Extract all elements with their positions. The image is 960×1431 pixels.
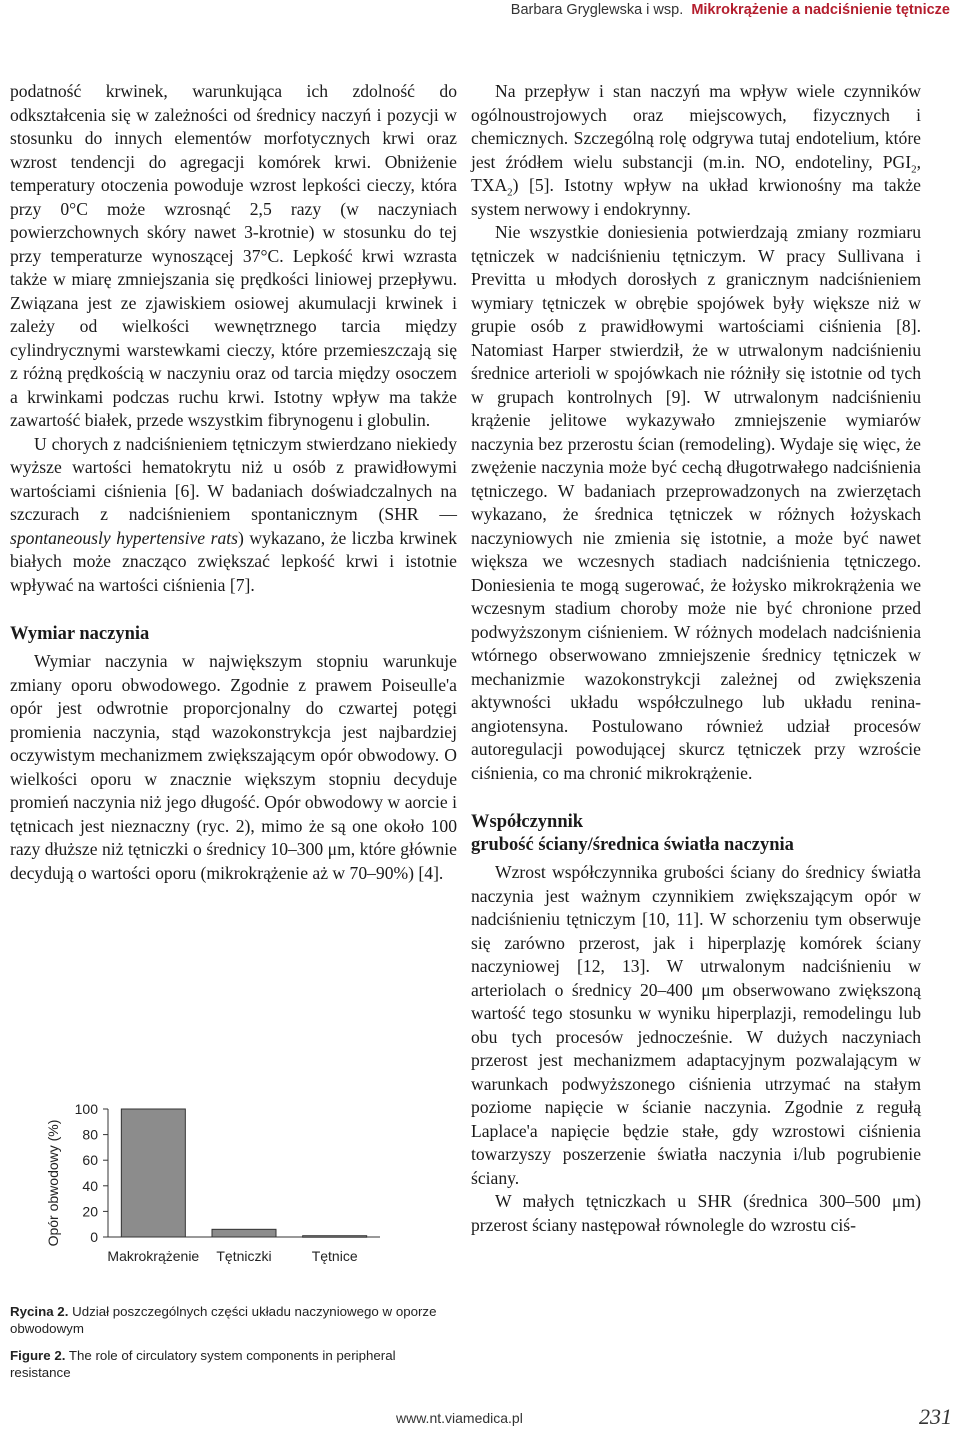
y-tick-label: 80 (82, 1126, 98, 1143)
bar-chart (10, 1083, 430, 1283)
x-category-label: Tętniczki (216, 1248, 272, 1264)
x-category-label: Tętnice (311, 1248, 358, 1264)
bar-3 (303, 1236, 367, 1238)
y-axis-label: Opór obwodowy (%) (45, 1119, 61, 1247)
bar-1 (121, 1109, 185, 1237)
right-paragraph-3: Wzrost współczynnika grubości ściany do średnicy światła naczynia jest ważnym czynnikiem zwiększającym opór w nadciśnieniu tętniczym [10, 11]. W schorzeniu tym obserwuje się zarówno przerost, jak i hiperplazję komórek ściany naczyniowej [12, 13]. W utrwalonym nadciśnieniu w arteriolach o średnicy 20–400 μm obserwowano zwiększoną wartość tego stosunku w wyniku hiperplazji, remodelingu lub obu tych procesów jednocześnie. W dużych naczyniach przerost jest mechanizmem adaptacyjnym pozwalającym w warunkach podwyższonego ciśnienia utrzymać na stałym poziome napięcie w ścianie naczynia. Zgodnie z regułą Laplace'a napięcie będzie stałe, gdy wzrostowi ciśnienia towarzyszy poszerzenie światła naczynia i/lub pogrubienie ściany. (471, 862, 921, 1188)
section-heading-wall-ratio: Współczynnik grubość ściany/średnica światła naczynia (471, 812, 794, 855)
y-tick-label: 40 (82, 1177, 98, 1194)
running-head (511, 2, 950, 18)
y-tick-label: 0 (90, 1229, 98, 1245)
footer-url: www.nt.viamedica.pl (396, 1410, 523, 1426)
right-paragraph-1: Na przepływ i stan naczyń ma wpływ wiele czynników ogólnoustrojowych oraz miejscowych, fizycznych i chemicznych. Szczególną rolę odgrywa tutaj endotelium, które jest źródłem wielu substancji (m.in. NO, endoteliny, $PGI_2$, $TXA_2$) [5]. Istotny wpływ na układ krwionośny ma także system nerwowy i endokrynny. (471, 81, 921, 219)
running-head-authors: Barbara Gryglewska i wsp. (510, 2, 684, 18)
figure-caption-english (10, 1347, 450, 1381)
caption-text-pl: Udział poszczególnych części układu naczyniowego w oporze obwodowym (10, 1304, 437, 1336)
caption-label-pl: Rycina 2. (10, 1304, 69, 1319)
figure-caption-polish (10, 1303, 450, 1337)
left-paragraph-2: U chorych z nadciśnieniem tętniczym stwierdzano niekiedy wyższe wartości hematokrytu niż u osób z prawidłowymi wartościami ciśnienia [6]. W badaniach doświadczalnych na szczurach z nadciśnieniem spontanicznym (SHR — spontaneously hypertensive rats) wykazano, że liczba krwinek białych może znacząco zwiększać lepkość krwi i istotnie wpływać na wartości ciśnienia [7]. (10, 433, 457, 595)
x-category-label: Makrokrążenie (107, 1248, 200, 1264)
left-paragraph-1: podatność krwinek, warunkująca ich zdolność do odkształcenia się w zależności od średnicy naczyń i pozycji w stosunku do innych elementów morfotycznych krwi oraz wzrost tendencji do agregacji komórek krwi. Obniżenie temperatury otoczenia powoduje wzrost lepkości cieczy, która przy 0°C może wzrosnąć 2,5 razy (w naczyniach powierzchownych skóry nawet 3-krotnie) w stosunku do tej przy temperaturze wynoszącej 37°C. Lepkość krwi wzrasta także w miarę zmniejszania się prędkości liniowej przepływu. Związana jest ze zjawiskiem osiowej akumulacji krwinek i zależy od wielkości wewnętrznego tarcia między cylindrycznymi warstewkami cieczy, które przemieszczają się z różną prędkością w naczyniu oraz od tarcia między osoczem a krwinkami podczas ruchu krwi. Istotny wpływ ma także zawartość białek, przede wszystkim fibrynogenu i globulin. (10, 81, 457, 430)
figure-2-chart (10, 1083, 430, 1283)
right-paragraph-2: Nie wszystkie doniesienia potwierdzają zmiany rozmiaru tętniczek w nadciśnieniu tętniczym. W pracy Sullivana i Previtta u młodych dorosłych z granicznym nadciśnieniem wymiary tętniczek w obrębie spojówek były większe niż w grupie osób z prawidłowymi wartościami ciśnienia [8]. Natomiast Harper stwierdził, że w utrwalonym nadciśnieniu średnice arterioli w spojówkach nie różniły się istotnie od tych w grupach kontrolnych [9]. W utrwalonym nadciśnieniu krążenie jelitowe wykazywało zmniejszenie wymiarów naczynia bez przerostu ścian (remodeling). Wydaje się więc, że zwężenie naczynia może być cechą długotrwałego nadciśnienia tętniczego. W badaniach przeprowadzonych na zwierzętach wykazano, że średnica tętniczek w różnych łożyskach naczyniowych nie zmienia się istotnie, a może być nawet większa we wczesnych stadiach nadciśnienia tętniczego. Doniesienia te mogą sugerować, że łożysko mikrokrążenia we wczesnym stadium choroby może nie być chronione przed podwyższonym ciśnieniem. W różnych modelach nadciśnienia wtórnego obserwowano zmniejszenie średnicy tętniczek w mechanizmie wazokonstrykcji zależnej od zwiększenia aktywności układu współczulnego lub układu renina-angiotensyna. Postulowano również udział procesów autoregulacji powodującej skurcz tętniczek przy wzroście ciśnienia, co ma chronić mikrokrążenie. (471, 222, 921, 783)
y-tick-label: 100 (74, 1101, 98, 1117)
left-column (10, 80, 457, 885)
page-number: 231 (919, 1404, 952, 1429)
right-paragraph-4: W małych tętniczkach u SHR (średnica 300–500 μm) przerost ściany następował równolegle do wzrostu ciś- (471, 1191, 921, 1235)
section-heading-vessel-size: Wymiar naczynia (10, 624, 150, 644)
running-head-title: Mikrokrążenie a nadciśnienie tętnicze (691, 2, 950, 18)
bar-2 (212, 1229, 276, 1237)
right-column (471, 80, 921, 1237)
y-tick-label: 60 (82, 1152, 98, 1169)
caption-label-en: Figure 2. (10, 1348, 66, 1363)
caption-text-en: The role of circulatory system components in peripheral resistance (10, 1348, 396, 1380)
y-tick-label: 20 (82, 1203, 98, 1220)
left-paragraph-3: Wymiar naczynia w największym stopniu warunkuje zmiany oporu obwodowego. Zgodnie z prawem Poiseulle'a opór jest odwrotnie proporcjonalny do czwartej potęgi promienia naczynia, stąd wazokonstrykcja jest najbardziej oczywistym mechanizmem zwiększającym opór obwodowy. O wielkości oporu w znacznie większym stopniu decyduje promień naczynia niż jego długość. Opór obwodowy w aorcie i tętnicach jest nieznaczny (ryc. 2), mimo że są one około 100 razy dłuższe niż tętniczki o średnicy 10–300 μm, które głównie decydują o wartości oporu (mikrokrążenie aż w 70–90%) [4]. (10, 651, 457, 883)
